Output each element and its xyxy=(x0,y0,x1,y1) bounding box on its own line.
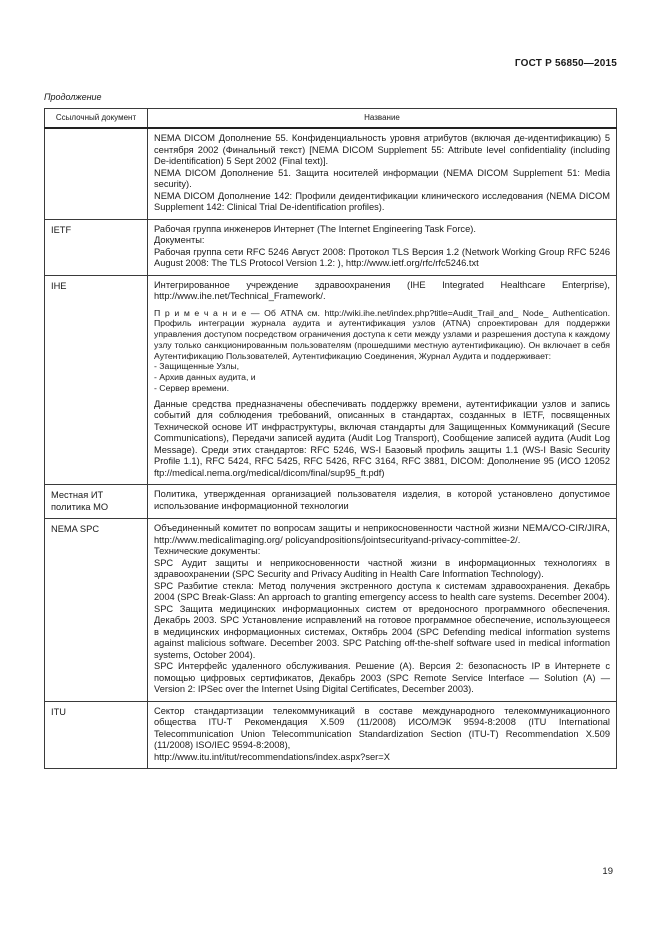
reference-table xyxy=(44,108,617,769)
table-row xyxy=(45,701,617,769)
doc-code: ГОСТ Р 56850—2015 xyxy=(514,58,617,69)
ref-document-cell: ITU xyxy=(45,701,148,769)
paragraph: SPC Разбитие стекла: Метод получения экстренного доступа к системам здравоохранения. Декабрь 2004 (SPC Break-Glass: An approach to granting emergency access to health care systems. December 2004). xyxy=(154,580,610,603)
paragraph: Сектор стандартизации телекоммуникаций в составе международного телекоммуникационного общества ITU-T Рекомендация X.509 (11/2008) ИСО/МЭК 9594-8:2008 (ITU International Telecommunication Union Telecommunication Standardization Section (ITU-T) Recommendation X.509 (11/2008) ISO/IEC 9594-8:2008), xyxy=(154,705,610,751)
name-cell xyxy=(148,275,617,485)
column-header-name: Название xyxy=(148,109,617,129)
note-paragraph: П р и м е ч а н и е — Об ATNA см. http://wiki.ihe.net/index.php?title=Audit_Trail_and_ Node_ Authentication. Профиль интеграции журнала аудита и аутентификация узлов (ATNA) спроектирован для поддержки управления доступом посредством ограничения доступа к сети между узлами и разрешения доступа к каждому узлу только санкционированным пользователям (прошедшими местную аутентификацию). Он включает в себя Аутентификацию Пользователей, Аутентификацию Соединения, Журнал Аудита и поддерживает: xyxy=(154,307,610,361)
name-cell xyxy=(148,701,617,769)
paragraph: SPC Интерфейс удаленного обслуживания. Решение (А). Версия 2: безопасность IP в Интернете с помощью цифровых сертификатов, Декабрь 2003 (SPC Remote Service Interface — Solution (A) — Version 2: IPSec over the Internet Using Digital Certificates, December 2003). xyxy=(154,661,610,695)
paragraph: Объединенный комитет по вопросам защиты и неприкосновенности частной жизни NEMA/CO-CIR/JIRA, http://www.medicalimaging.org/ policyandpositions/jointsecurityand-privacy-committee-2/. xyxy=(154,523,610,545)
paragraph: SPC Аудит защиты и неприкосновенности частной жизни в информационных технологиях в здравоохранении (SPC Security and Privacy Auditing in Health Care Information Technology). xyxy=(154,557,610,580)
name-cell xyxy=(148,485,617,519)
list-item: - Сервер времени. xyxy=(154,383,229,394)
paragraph: Документы: xyxy=(154,235,205,245)
table-row xyxy=(45,219,617,275)
list-item: - Архив данных аудита, и xyxy=(154,372,256,383)
table-row xyxy=(45,128,617,219)
table-header-row xyxy=(45,109,617,129)
continuation-label: Продолжение xyxy=(44,92,102,102)
paragraph: Политика, утвержденная организацией пользователя изделия, в которой установлено допустимое использование информационной технологии xyxy=(154,489,610,511)
name-cell xyxy=(148,219,617,275)
page-number: 19 xyxy=(602,866,613,877)
ref-document-cell: IETF xyxy=(45,219,148,275)
paragraph: NEMA DICOM Дополнение 55. Конфиденциальность уровня атрибутов (включая де-идентификацию) 5 сентября 2002 (Финальный текст) [NEMA DICOM Supplement 55: Attribute level confidentiality (including De-identification) 5 Sept 2002 (Final text)]. xyxy=(154,133,610,166)
paragraph: http://www.itu.int/itut/recommendations/index.aspx?ser=X xyxy=(154,751,390,762)
ref-document-cell: Местная ИТ политика МО xyxy=(45,485,148,519)
paragraph: Рабочая группа инженеров Интернет (The Internet Engineering Task Force). xyxy=(154,223,476,234)
name-cell xyxy=(148,128,617,219)
table-row xyxy=(45,275,617,485)
column-header-ref-document: Ссылочный документ xyxy=(45,109,148,129)
paragraph: Технические документы: xyxy=(154,546,261,557)
table-row xyxy=(45,485,617,519)
table-row xyxy=(45,519,617,702)
paragraph: NEMA DICOM Дополнение 51. Защита носителей информации (NEMA DICOM Supplement 51: Media security). xyxy=(154,167,610,189)
name-cell xyxy=(148,519,617,702)
paragraph: Данные средства предназначены обеспечивать поддержку времени, аутентификации узлов и запись событий для соблюдения требований, описанных в стандартах, созданных в IETF, посвященных Технической основе ИТ инфраструктуры, включая стандарты для Защищенных Коммуникаций (Secure Communications), Передачи записей аудита (Audit Log Transport), Сообщение записей аудита (Audit Log Message). Среди этих стандартов: RFC 5246, WS-I Базовый профиль защиты 1.1 (WS-I Basic Security Profile 1.1), RFC 5424, RFC 5425, RFC 5426, RFC 3164, RFC 3881, DICOM: Дополнение 95 (ИСО 12052 ftp://medical.nema.org/medical/dicom/final/sup95_ft.pdf) xyxy=(154,398,610,478)
paragraph: Интегрированное учреждение здравоохранения (IHE Integrated Healthcare Enterprise), http://www.ihe.net/Technical_Framework/. xyxy=(154,279,610,301)
ref-document-cell: IHE xyxy=(45,275,148,485)
paragraph: Рабочая группа сети RFC 5246 Август 2008: Протокол TLS Версия 1.2 (Network Working Group RFC 5246 August 2008: The TLS Protocol Version 1.2: ), http://www.ietf.org/rfc/rfc5246.txt xyxy=(154,246,610,268)
ref-document-cell: NEMA SPC xyxy=(45,519,148,702)
list-item: - Защищенные Узлы, xyxy=(154,361,239,372)
paragraph: NEMA DICOM Дополнение 142: Профили деидентификации клинического исследования (NEMA DICOM Supplement 142: Clinical Trial De-identification profiles). xyxy=(154,190,610,212)
paragraph: SPC Защита медицинских информационных систем от вредоносного программного обеспечения. Декабрь 2003. SPC Установление исправлений на готовое программное обеспечение, использующееся в медицинских информационных системах, Октябрь 2004 (SPC Defending medical information systems against malicious software. December 2003. SPC Patching off-the-shelf software used in medical information systems, October 2004). xyxy=(154,603,610,660)
ref-document-cell xyxy=(45,128,148,219)
